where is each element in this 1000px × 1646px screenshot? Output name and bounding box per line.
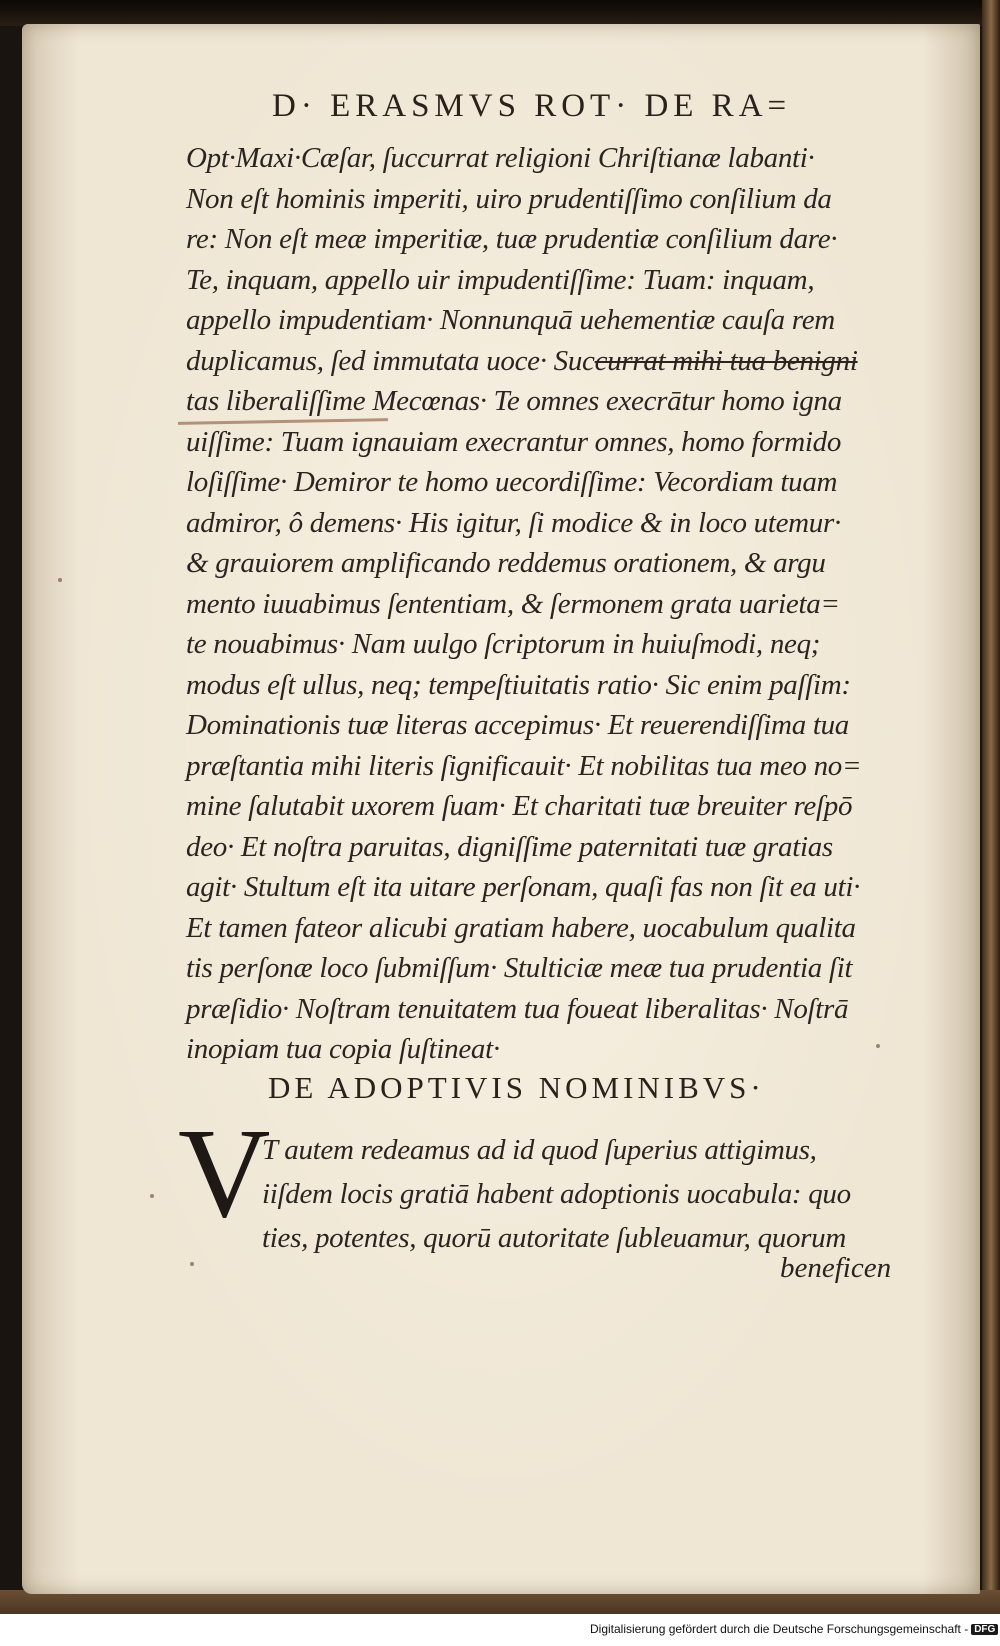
text-line: mento iuuabimus ſententiam, & ſermonem grata uarieta= — [186, 587, 840, 620]
text-line: præſtantia mihi literis ſignificauit· Et nobilitas tua meo no= — [186, 749, 862, 782]
text-line: Te, inquam, appello uir impudentiſſime: Tuam: inquam, — [186, 263, 815, 296]
page-speck — [876, 1044, 880, 1048]
text-segment: Mecœnas· Te omnes execrātur homo igna — [365, 385, 842, 417]
text-line: loſiſſime· Demiror te homo uecordiſſime: Vecordiam tuam — [186, 466, 838, 498]
struck-text: currat mihi tua benigni — [594, 344, 858, 377]
underlined-text: tas liberaliſſime — [186, 385, 366, 417]
catchword: beneficen — [780, 1252, 892, 1284]
text-line: Non eſt hominis imperiti, uiro prudentiſſimo conſilium da — [186, 182, 832, 215]
drop-initial: V — [178, 1102, 271, 1244]
text-line: tis perſonæ loco ſubmiſſum· Stulticiæ meæ tua prudentia ſit — [186, 952, 853, 984]
page-speck — [190, 1262, 194, 1266]
text-line: Opt·Maxi·Cæſar, ſuccurrat religioni Chriſtianæ labanti· — [186, 142, 815, 174]
dfg-logo: DFG — [971, 1624, 998, 1635]
book-binding-right — [982, 0, 1000, 1612]
text-line: admiror, ô demens· His igitur, ſi modice & in loco utemur· — [186, 506, 841, 539]
page-speck — [150, 1194, 154, 1198]
text-line: ties, potentes, quorū autoritate ſubleuamur, quorum — [262, 1222, 847, 1254]
text-line: Et tamen fateor alicubi gratiam habere, uocabulum qualita — [186, 911, 856, 944]
text-segment: duplicamus, ſed immutata uoce· Suc — [186, 344, 595, 377]
text-line: mine ſalutabit uxorem ſuam· Et charitati tuæ breuiter reſpō — [186, 790, 853, 822]
text-line: iiſdem locis gratiā habent adoptionis uocabula: quo — [262, 1178, 851, 1210]
text-line: & grauiorem amplificando reddemus orationem, & argu — [186, 547, 826, 579]
text-line: modus eſt ullus, neq; tempeſtiuitatis ratio· Sic enim paſſim: — [186, 668, 851, 701]
text-line: Dominationis tuæ literas accepimus· Et reuerendiſſima tua — [186, 709, 849, 741]
running-head: D· ERASMVS ROT· DE RA= — [272, 88, 792, 124]
page-speck — [58, 578, 62, 582]
text-line: appello impudentiam· Nonnunquā uehementiæ cauſa rem — [186, 304, 835, 336]
digitization-credit — [590, 1622, 995, 1642]
text-line: agit· Stultum eſt ita uitare perſonam, quaſi fas non ſit ea uti· — [186, 871, 861, 903]
section-heading: DE ADOPTIVIS NOMINIBVS· — [268, 1070, 765, 1105]
text-line: te nouabimus· Nam uulgo ſcriptorum in huiuſmodi, neq; — [186, 628, 821, 660]
text-line-underlined — [186, 381, 906, 422]
text-line: re: Non eſt meæ imperitiæ, tuæ prudentiæ conſilium dare· — [186, 223, 838, 255]
text-line: inopiam tua copia ſuſtineat· — [186, 1033, 500, 1065]
text-line: deo· Et noſtra paruitas, digniſſime paternitati tuæ gratias — [186, 830, 833, 863]
text-line-struck — [186, 341, 906, 382]
book-binding-top — [0, 0, 1000, 26]
text-line: T autem redeamus ad id quod ſuperius attigimus, — [262, 1134, 817, 1166]
credit-text: Digitalisierung gefördert durch die Deutsche Forschungsgemeinschaft - — [590, 1622, 969, 1636]
paragraph-text — [262, 1128, 902, 1260]
text-line: præſidio· Noſtram tenuitatem tua foueat liberalitas· Noſtrā — [186, 992, 849, 1025]
body-text-block — [186, 138, 906, 1070]
text-line: uiſſime: Tuam ignauiam execrantur omnes, homo formido — [186, 425, 842, 458]
